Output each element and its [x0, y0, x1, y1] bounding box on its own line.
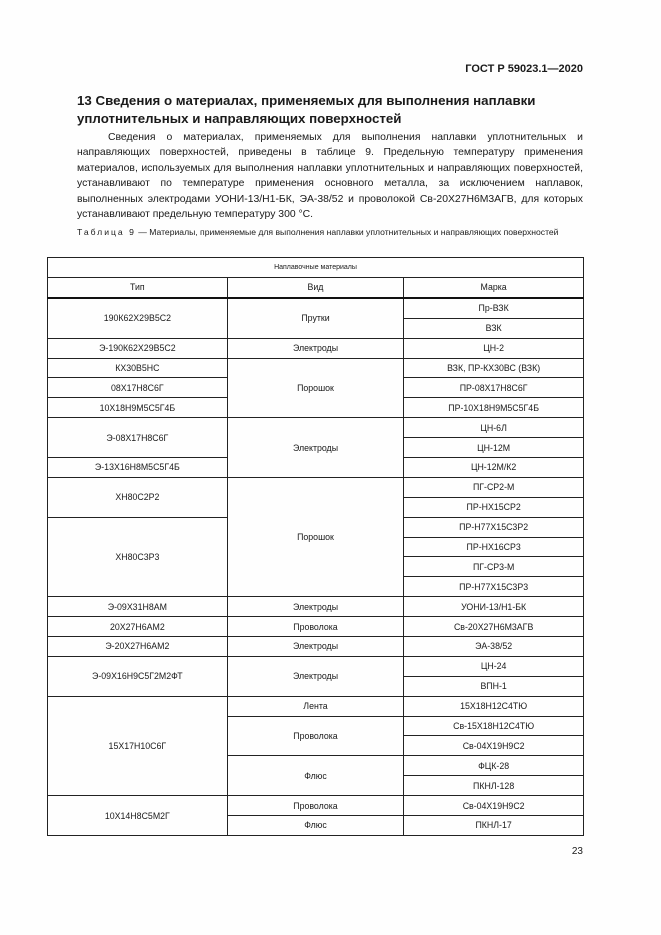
cell-marka: ПР-НХ15СР2 [404, 497, 584, 517]
cell-tip: КХ30В5НС [48, 358, 228, 378]
cell-marka: ПР-08Х17Н8С6Г [404, 378, 584, 398]
cell-marka: ВЗК [404, 318, 584, 338]
table-row [48, 477, 584, 497]
cell-vid: Проволока [227, 716, 404, 756]
cell-marka: ПР-НХ16СР3 [404, 537, 584, 557]
group-header: Наплавочные материалы [48, 258, 584, 278]
table-row [48, 696, 584, 716]
table-row [48, 298, 584, 318]
cell-marka: Св-04Х19Н9С2 [404, 796, 584, 816]
table-row [48, 418, 584, 438]
cell-marka: Св-15Х18Н12С4ТЮ [404, 716, 584, 736]
table-row [48, 338, 584, 358]
table-caption-label: Таблица 9 [77, 227, 136, 237]
cell-marka: ПКНЛ-128 [404, 776, 584, 796]
cell-marka: ЦН-12М/К2 [404, 458, 584, 478]
cell-tip: Э-09Х16Н9С5Г2М2ФТ [48, 656, 228, 696]
cell-vid: Флюс [227, 756, 404, 796]
cell-marka: Св-20Х27Н6М3АГВ [404, 617, 584, 637]
cell-vid: Электроды [227, 418, 404, 478]
cell-tip: 190К62Х29В5С2 [48, 298, 228, 338]
cell-tip: Э-09Х31Н8АМ [48, 597, 228, 617]
table-row [48, 796, 584, 816]
cell-vid: Электроды [227, 338, 404, 358]
cell-vid: Флюс [227, 816, 404, 836]
table-row [48, 597, 584, 617]
cell-tip: 10Х18Н9М5С5Г4Б [48, 398, 228, 418]
cell-marka: ПГ-СР2-М [404, 477, 584, 497]
cell-vid: Проволока [227, 617, 404, 637]
cell-vid: Электроды [227, 656, 404, 696]
table-body [48, 298, 584, 836]
cell-vid: Электроды [227, 637, 404, 657]
cell-marka: Св-04Х19Н9С2 [404, 736, 584, 756]
table-caption [77, 226, 583, 238]
cell-marka: ФЦК-28 [404, 756, 584, 776]
cell-vid: Лента [227, 696, 404, 716]
materials-table [47, 257, 584, 836]
cell-tip: 20Х27Н6АМ2 [48, 617, 228, 637]
section-paragraph: Сведения о материалах, применяемых для выполнения наплавки уплотнительных и направляющих поверхностей, приведены в таблице 9. Предельную температуру применения материалов, используемых для выполнения наплавки уплотнительных и направляющих поверхностей, устанавливают по температуре применения основного металла, за исключением наплавок, выполненных электродами УОНИ-13/Н1-БК, ЭА-38/52 и проволокой Св-20Х27Н6М3АГВ, для которых устанавливают предельную температуру 300 °С. [77, 132, 583, 221]
cell-marka: ПР-10Х18Н9М5С5Г4Б [404, 398, 584, 418]
cell-tip: 10Х14Н8С5М2Г [48, 796, 228, 836]
cell-marka: ЭА-38/52 [404, 637, 584, 657]
section-title: 13 Сведения о материалах, применяемых для выполнения наплавки уплотнительных и направляющих поверхностей [77, 93, 536, 126]
column-header-marka: Марка [404, 278, 584, 298]
cell-marka: УОНИ-13/Н1-БК [404, 597, 584, 617]
column-header-tip: Тип [48, 278, 228, 298]
table-row [48, 617, 584, 637]
document-code: ГОСТ Р 59023.1—2020 [465, 63, 583, 75]
table-caption-text: — Материалы, применяемые для выполнения наплавки уплотнительных и направляющих поверхностей [135, 227, 559, 237]
cell-marka: ВЗК, ПР-КХ30ВС (ВЗК) [404, 358, 584, 378]
cell-marka: ЦН-2 [404, 338, 584, 358]
cell-marka: ЦН-12М [404, 438, 584, 458]
cell-vid: Порошок [227, 358, 404, 418]
cell-marka: 15Х18Н12С4ТЮ [404, 696, 584, 716]
cell-tip: Э-190К62Х29В5С2 [48, 338, 228, 358]
cell-tip: Э-13Х16Н8М5С5Г4Б [48, 458, 228, 478]
cell-vid: Порошок [227, 477, 404, 596]
cell-vid: Электроды [227, 597, 404, 617]
column-header-vid: Вид [227, 278, 404, 298]
cell-marka: ПР-Н77Х15С3Р2 [404, 517, 584, 537]
cell-marka: ЦН-24 [404, 656, 584, 676]
cell-tip: Э-08Х17Н8С6Г [48, 418, 228, 458]
cell-marka: ПР-Н77Х15С3Р3 [404, 577, 584, 597]
cell-tip: 15Х17Н10С6Г [48, 696, 228, 795]
cell-marka: ВПН-1 [404, 676, 584, 696]
cell-marka: Пр-ВЗК [404, 298, 584, 318]
page-number: 23 [571, 846, 583, 857]
cell-marka: ПГ-СР3-М [404, 557, 584, 577]
table-row [48, 358, 584, 378]
cell-marka: ПКНЛ-17 [404, 816, 584, 836]
cell-vid: Прутки [227, 298, 404, 338]
cell-marka: ЦН-6Л [404, 418, 584, 438]
table-row [48, 637, 584, 657]
cell-tip: Э-20Х27Н6АМ2 [48, 637, 228, 657]
cell-tip: ХН80С2Р2 [48, 477, 228, 517]
cell-tip: ХН80С3Р3 [48, 517, 228, 597]
table-row [48, 656, 584, 676]
cell-vid: Проволока [227, 796, 404, 816]
cell-tip: 08Х17Н8С6Г [48, 378, 228, 398]
